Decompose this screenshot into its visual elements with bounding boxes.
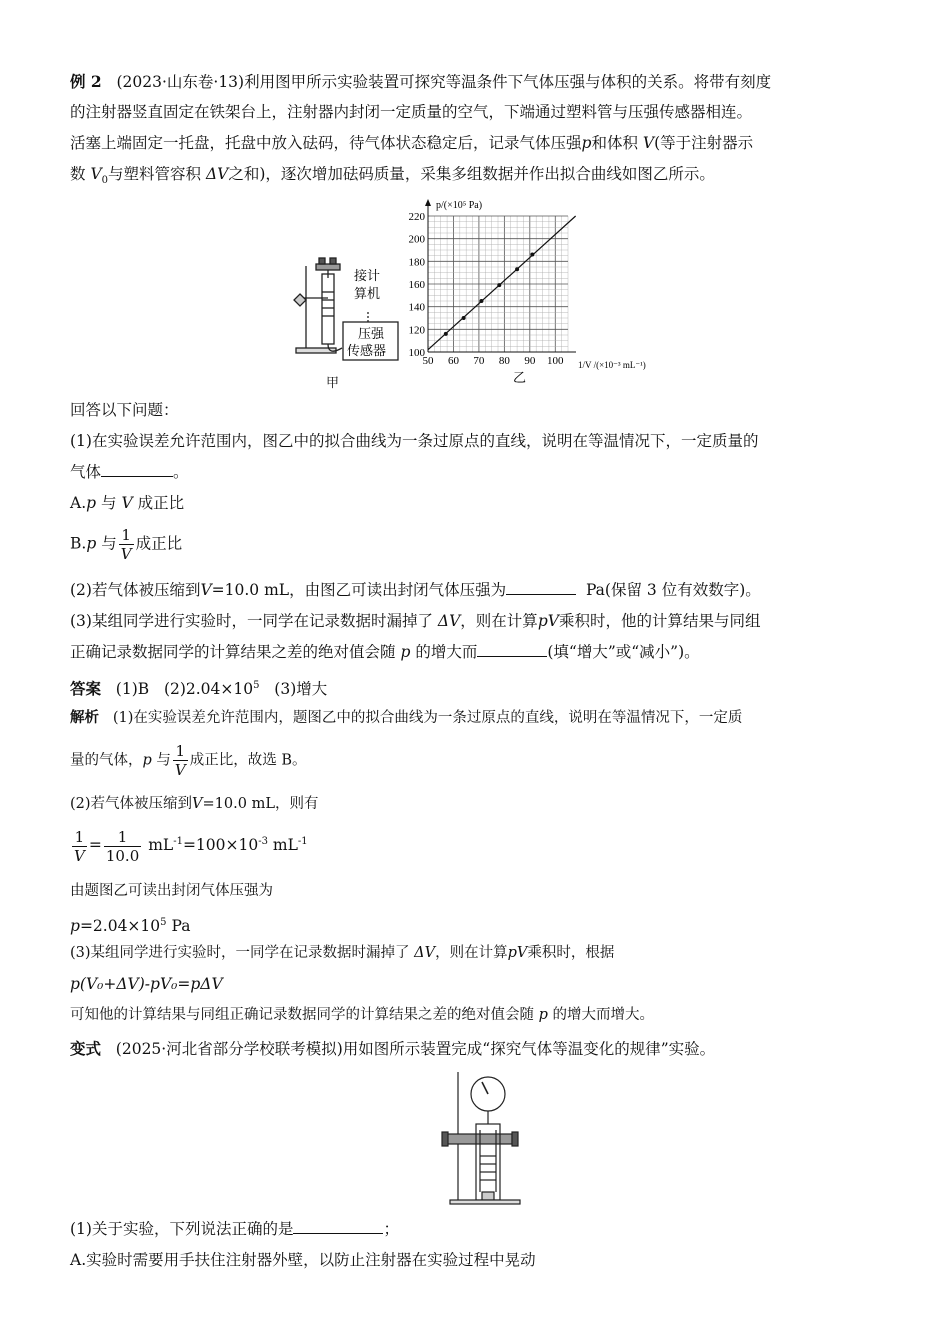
y-tick-label: 100 [408, 347, 425, 359]
variant-heading: 变式 (2025·河北省部分学校联考模拟)用如图所示装置完成“探究气体等温变化的规律”实验。 [70, 1039, 716, 1058]
fraction-1-over-v: $\frac{1}{V}$ [74, 827, 85, 865]
sensor-label-1: 压强 [358, 326, 385, 341]
y-tick-label: 200 [408, 233, 425, 246]
apparatus-label-2: 算机 [354, 286, 381, 301]
fraction-1-over-10: $\frac{1}{10.0}$ [105, 827, 140, 865]
chart-ylabel: p/(×10⁵ Pa) [436, 200, 483, 211]
ex2-line2: 的注射器竖直固定在铁架台上，注射器内封闭一定质量的空气，下端通过塑料管与压强传感器相连。 [70, 103, 753, 121]
answer: 答案 (1)B $(2)2.04\times 10^5$ (3)增大 [70, 679, 328, 699]
apparatus-label-1: 接计 [354, 268, 381, 283]
y-tick-label: 180 [408, 256, 425, 269]
q1-option-b: B.p 与 $\frac{1}{V}$ 成正比 [70, 526, 183, 563]
analysis-line9: 可知他的计算结果与同组正确记录数据同学的计算结果之差的绝对值会随 p 的增大而增大。 [70, 1007, 655, 1023]
x-tick-label: 90 [524, 355, 536, 367]
q1-line1: (1)在实验误差允许范围内，图乙中的拟合曲线为一条过原点的直线，说明在等温情况下，一定质量的 [70, 432, 759, 450]
analysis-line2: 量的气体，p 与 $\frac{1}{V}$ 成正比，故选 B。 [70, 742, 307, 779]
x-tick-label: 80 [498, 355, 510, 367]
variant-q1: (1)关于实验，下列说法正确的是 ； [70, 1214, 880, 1245]
questions-intro: 回答以下问题： [70, 401, 179, 419]
q1-line2: 气体 。 [70, 457, 880, 488]
variant-apparatus-figure [440, 1068, 530, 1208]
q1-option-a: A.p 与 V 成正比 [70, 494, 185, 512]
data-point [479, 299, 483, 303]
caption-yi: 乙 [513, 370, 527, 385]
analysis-line1: 解析 (1)在实验误差允许范围内，题图乙中的拟合曲线为一条过原点的直线，说明在等温情况下，一定质 [70, 709, 743, 726]
x-tick-label: 50 [422, 355, 434, 367]
apparatus-figure [292, 252, 402, 380]
q3-blank[interactable] [477, 640, 547, 657]
fraction-1-over-v: $\frac{1}{V}$ [120, 526, 132, 563]
chart-xlabel: 1/V /(×10⁻³ mL⁻¹) [578, 360, 646, 370]
x-tick-label: 70 [473, 355, 485, 367]
y-tick-label: 160 [408, 279, 425, 291]
variant-q1-blank[interactable] [293, 1217, 383, 1234]
analysis-line5: 由题图乙可读出封闭气体压强为 [70, 883, 273, 899]
analysis-line7: (3)某组同学进行实验时，一同学在记录数据时漏掉了 ΔV，则在计算pV乘积时，根据 [70, 945, 615, 961]
caption-jia: 甲 [326, 376, 340, 391]
x-tick-label: 60 [447, 355, 459, 367]
ex2-line4: 数 $V_0$与塑料管容积 ΔV之和)，逐次增加砝码质量，采集多组数据并作出拟合曲线如图乙所示。 [70, 165, 715, 187]
fraction-1-over-v: $\frac{1}{V}$ [174, 742, 186, 779]
sensor-label-2: 传感器 [347, 343, 387, 358]
data-point [497, 283, 501, 287]
variant-option-a: A.实验时需要用手扶住注射器外壁，以防止注射器在实验过程中晃动 [70, 1251, 536, 1269]
x-tick-label: 100 [547, 355, 564, 367]
analysis-line6: $p=2.04\times 10^5$ Pa [70, 917, 191, 936]
q2: (2)若气体被压缩到V=10.0 mL，由图乙可读出封闭气体压强为 Pa(保留 3 位有效数字)。 [70, 575, 880, 606]
y-tick-label: 120 [408, 324, 425, 337]
q1-blank[interactable] [101, 460, 173, 477]
ex2-line3: 活塞上端固定一托盘，托盘中放入砝码，待气体状态稳定后，记录气体压强p和体积 V(等于注射器示 [70, 134, 754, 152]
data-point [530, 253, 534, 257]
data-point [515, 267, 519, 271]
data-point [444, 332, 448, 336]
data-point [462, 316, 466, 320]
analysis-line3: (2)若气体被压缩到V=10.0 mL，则有 [70, 796, 319, 812]
y-tick-label: 220 [408, 211, 425, 223]
y-tick-label: 140 [408, 301, 425, 314]
analysis-equation: $\frac{1}{V}$ = $\frac{1}{10.0}$ $mL^{-1}=100\times 10^{-3}$ $mL^{-1}$ [74, 827, 308, 865]
q3-line1: (3)某组同学进行实验时，一同学在记录数据时漏掉了 ΔV，则在计算pV乘积时，他的计算结果与同组 [70, 612, 761, 630]
pressure-volume-chart [400, 196, 670, 396]
q2-blank[interactable] [506, 578, 576, 595]
q3-line2: 正确记录数据同学的计算结果之差的绝对值会随 p 的增大而 (填“增大”或“减小”)。 [70, 637, 880, 668]
analysis-line8: p(V₀+ΔV)-pV₀=pΔV [70, 975, 223, 993]
ex2-line1: 例 2 (2023·山东卷·13)利用图甲所示实验装置可探究等温条件下气体压强与体积的关系。将带有刻度 [70, 72, 772, 91]
y-axis-arrow [425, 199, 431, 206]
